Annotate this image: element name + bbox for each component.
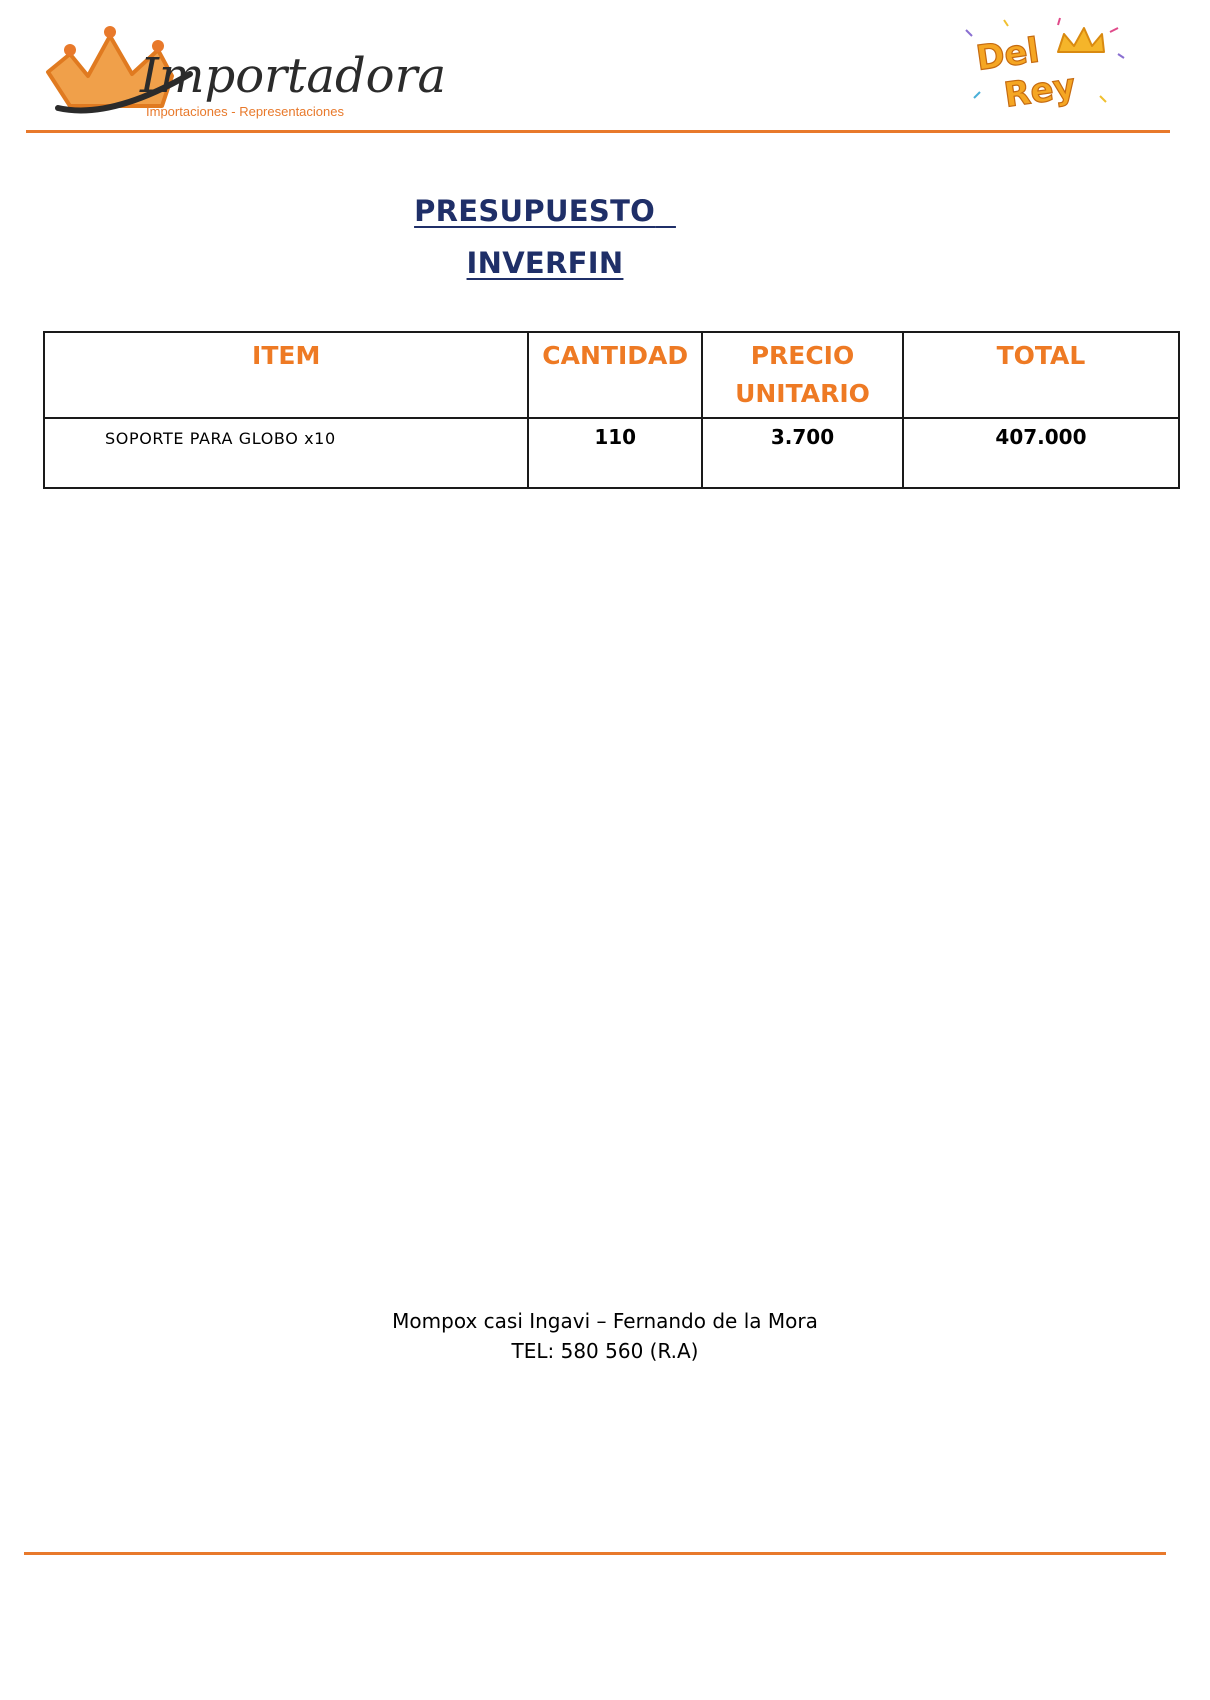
crown-icon <box>1058 28 1104 52</box>
del-rey-logo <box>960 12 1130 116</box>
cell-item: SOPORTE PARA GLOBO x10 <box>44 418 528 488</box>
table-header-row <box>44 332 1179 418</box>
importadora-logo-tagline: Importaciones - Representaciones <box>146 104 344 119</box>
cell-unit-price: 3.700 <box>702 418 903 488</box>
column-header-quantity: CANTIDAD <box>528 332 702 418</box>
importadora-logo-name: Importadora <box>140 48 447 104</box>
column-header-unit-price <box>702 332 903 418</box>
table-row <box>44 418 1179 488</box>
footer-divider <box>24 1552 1166 1555</box>
client-name: INVERFIN <box>466 246 624 280</box>
column-header-unit-price-line2: UNITARIO <box>735 379 870 408</box>
column-header-total: TOTAL <box>903 332 1179 418</box>
quote-table <box>43 331 1180 489</box>
cell-quantity: 110 <box>528 418 702 488</box>
header-divider <box>26 130 1170 133</box>
column-header-item: ITEM <box>44 332 528 418</box>
cell-total: 407.000 <box>903 418 1179 488</box>
footer-address: Mompox casi Ingavi – Fernando de la Mora <box>392 1309 818 1333</box>
importadora-logo <box>40 14 447 124</box>
document-title: PRESUPUESTO <box>414 194 656 228</box>
del-rey-logo-line1: Del <box>973 30 1042 79</box>
del-rey-logo-line2: Rey <box>1001 66 1078 116</box>
column-header-unit-price-line1: PRECIO <box>750 341 855 370</box>
footer-phone: TEL: 580 560 (R.A) <box>511 1339 699 1363</box>
